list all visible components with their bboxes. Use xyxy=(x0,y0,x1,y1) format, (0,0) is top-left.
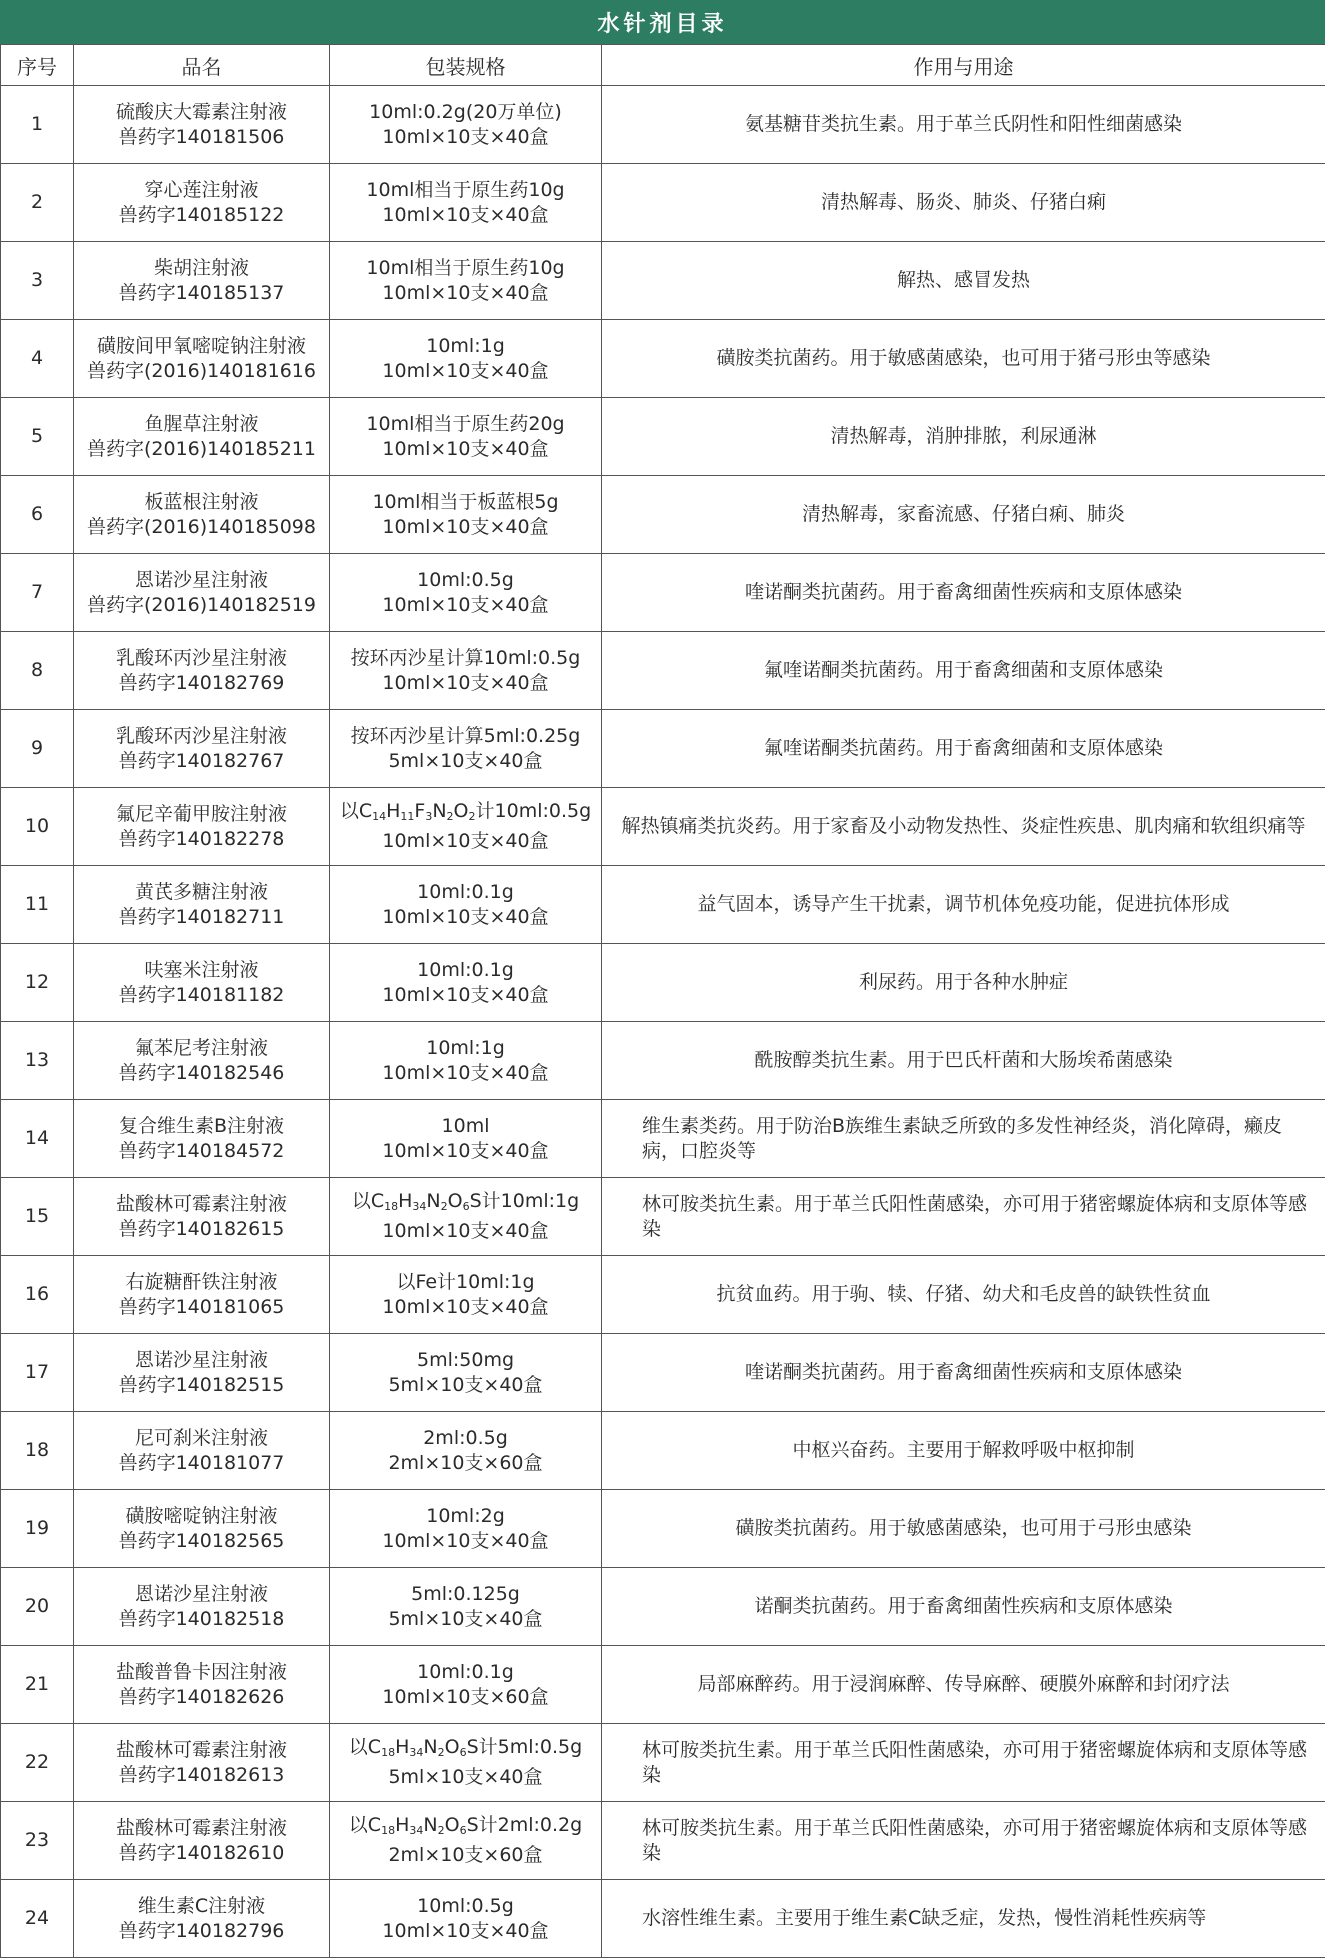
spec-line-1: 2ml:0.5g xyxy=(423,1426,508,1449)
cell-name xyxy=(74,1646,330,1724)
spec-line-2: 10ml×10支×40盒 xyxy=(382,593,549,616)
approval-code: 兽药字140182613 xyxy=(118,1763,285,1786)
cell-spec xyxy=(330,164,602,242)
cell-use: 喹诺酮类抗菌药。用于畜禽细菌性疾病和支原体感染 xyxy=(602,1334,1325,1412)
cell-use: 水溶性维生素。主要用于维生素C缺乏症，发热，慢性消耗性疾病等 xyxy=(602,1880,1325,1958)
spec-line-1: 以$C_{18}H_{34}N_2O_6S$计5ml:0.5g xyxy=(348,1736,583,1759)
table-row xyxy=(1,398,1325,476)
cell-name xyxy=(74,1100,330,1178)
spec-line-1: 10ml:1g xyxy=(426,334,505,357)
cell-spec xyxy=(330,788,602,866)
spec-line-2: 10ml×10支×40盒 xyxy=(382,905,549,928)
cell-use: 氨基糖苷类抗生素。用于革兰氏阴性和阳性细菌感染 xyxy=(602,86,1325,164)
cell-no: 7 xyxy=(1,554,74,632)
product-name: 盐酸普鲁卡因注射液 xyxy=(115,1660,287,1683)
product-name: 磺胺嘧啶钠注射液 xyxy=(125,1504,278,1527)
cell-no: 5 xyxy=(1,398,74,476)
table-row xyxy=(1,1256,1325,1334)
cell-use: 林可胺类抗生素。用于革兰氏阳性菌感染，亦可用于猪密螺旋体病和支原体等感染 xyxy=(602,1724,1325,1802)
cell-spec xyxy=(330,1022,602,1100)
spec-line-1: 以Fe计10ml:1g xyxy=(396,1270,535,1293)
cell-spec xyxy=(330,710,602,788)
cell-spec xyxy=(330,1568,602,1646)
spec-line-1: 10ml:0.5g xyxy=(417,568,514,591)
product-name: 右旋糖酐铁注射液 xyxy=(125,1270,278,1293)
cell-name xyxy=(74,632,330,710)
spec-line-1: 5ml:0.125g xyxy=(411,1582,520,1605)
cell-spec xyxy=(330,1100,602,1178)
table-row xyxy=(1,1724,1325,1802)
product-name: 盐酸林可霉素注射液 xyxy=(115,1738,287,1761)
spec-line-2: 5ml×10支×40盒 xyxy=(388,1607,543,1630)
cell-spec xyxy=(330,1802,602,1880)
cell-name xyxy=(74,1568,330,1646)
approval-code: 兽药字140185137 xyxy=(118,281,285,304)
table-row xyxy=(1,1022,1325,1100)
table-row xyxy=(1,632,1325,710)
spec-line-1: 按环丙沙星计算10ml:0.5g xyxy=(350,646,581,669)
approval-code: 兽药字140185122 xyxy=(118,203,285,226)
cell-no: 9 xyxy=(1,710,74,788)
spec-line-1: 10ml相当于板蓝根5g xyxy=(372,490,559,513)
spec-line-2: 5ml×10支×40盒 xyxy=(388,1766,543,1788)
cell-name xyxy=(74,1412,330,1490)
cell-use: 益气固本，诱导产生干扰素，调节机体免疫功能，促进抗体形成 xyxy=(602,866,1325,944)
product-name: 盐酸林可霉素注射液 xyxy=(115,1816,287,1839)
product-name: 呋塞米注射液 xyxy=(144,958,259,981)
approval-code: 兽药字(2016)140181616 xyxy=(87,359,316,382)
approval-code: 兽药字140182615 xyxy=(118,1217,285,1240)
cell-name xyxy=(74,242,330,320)
spec-line-1: 以$C_{18}H_{34}N_2O_6S$计2ml:0.2g xyxy=(348,1814,583,1837)
table-row xyxy=(1,164,1325,242)
spec-line-2: 5ml×10支×40盒 xyxy=(388,749,543,772)
spec-line-1: 10ml:0.2g(20万单位) xyxy=(369,100,562,123)
approval-code: 兽药字140182565 xyxy=(118,1529,285,1552)
cell-use: 氟喹诺酮类抗菌药。用于畜禽细菌和支原体感染 xyxy=(602,632,1325,710)
table-row xyxy=(1,710,1325,788)
product-name: 恩诺沙星注射液 xyxy=(134,568,268,591)
cell-use: 诺酮类抗菌药。用于畜禽细菌性疾病和支原体感染 xyxy=(602,1568,1325,1646)
cell-spec xyxy=(330,242,602,320)
approval-code: 兽药字140182610 xyxy=(118,1841,285,1864)
spec-line-2: 10ml×10支×40盒 xyxy=(382,983,549,1006)
cell-name xyxy=(74,1334,330,1412)
cell-no: 6 xyxy=(1,476,74,554)
table-row xyxy=(1,1100,1325,1178)
cell-name xyxy=(74,164,330,242)
catalog-title: 水针剂目录 xyxy=(0,0,1325,44)
cell-name xyxy=(74,476,330,554)
cell-no: 15 xyxy=(1,1178,74,1256)
spec-line-1: 10ml xyxy=(441,1114,490,1137)
table-row xyxy=(1,1646,1325,1724)
cell-no: 11 xyxy=(1,866,74,944)
cell-name xyxy=(74,1802,330,1880)
approval-code: 兽药字140184572 xyxy=(118,1139,285,1162)
cell-use: 磺胺类抗菌药。用于敏感菌感染，也可用于猪弓形虫等感染 xyxy=(602,320,1325,398)
cell-use: 磺胺类抗菌药。用于敏感菌感染，也可用于弓形虫感染 xyxy=(602,1490,1325,1568)
cell-no: 23 xyxy=(1,1802,74,1880)
cell-name xyxy=(74,1880,330,1958)
cell-no: 17 xyxy=(1,1334,74,1412)
product-name: 鱼腥草注射液 xyxy=(144,412,259,435)
cell-no: 22 xyxy=(1,1724,74,1802)
cell-use: 抗贫血药。用于驹、犊、仔猪、幼犬和毛皮兽的缺铁性贫血 xyxy=(602,1256,1325,1334)
spec-line-2: 10ml×10支×40盒 xyxy=(382,203,549,226)
cell-use: 清热解毒，消肿排脓，利尿通淋 xyxy=(602,398,1325,476)
cell-name xyxy=(74,1490,330,1568)
cell-no: 24 xyxy=(1,1880,74,1958)
cell-use: 清热解毒、肠炎、肺炎、仔猪白痢 xyxy=(602,164,1325,242)
product-table xyxy=(0,44,1325,1958)
spec-line-1: 10ml:2g xyxy=(426,1504,505,1527)
cell-no: 13 xyxy=(1,1022,74,1100)
header-no: 序号 xyxy=(1,45,74,86)
spec-line-1: 10ml:0.1g xyxy=(417,958,514,981)
spec-line-1: 以$C_{18}H_{34}N_2O_6S$计10ml:1g xyxy=(351,1190,580,1213)
product-name: 恩诺沙星注射液 xyxy=(134,1582,268,1605)
cell-spec xyxy=(330,1724,602,1802)
cell-use: 林可胺类抗生素。用于革兰氏阳性菌感染，亦可用于猪密螺旋体病和支原体等感染 xyxy=(602,1178,1325,1256)
table-row xyxy=(1,1880,1325,1958)
approval-code: 兽药字(2016)140182519 xyxy=(87,593,316,616)
table-row xyxy=(1,1412,1325,1490)
cell-no: 20 xyxy=(1,1568,74,1646)
product-name: 尼可刹米注射液 xyxy=(134,1426,268,1449)
spec-line-1: 10ml相当于原生药20g xyxy=(366,412,565,435)
approval-code: 兽药字140181065 xyxy=(118,1295,285,1318)
cell-use: 氟喹诺酮类抗菌药。用于畜禽细菌和支原体感染 xyxy=(602,710,1325,788)
cell-spec xyxy=(330,1646,602,1724)
cell-no: 3 xyxy=(1,242,74,320)
header-use: 作用与用途 xyxy=(602,45,1325,86)
cell-use: 中枢兴奋药。主要用于解救呼吸中枢抑制 xyxy=(602,1412,1325,1490)
cell-spec xyxy=(330,86,602,164)
approval-code: 兽药字140181077 xyxy=(118,1451,285,1474)
product-name: 氟苯尼考注射液 xyxy=(134,1036,268,1059)
cell-use: 酰胺醇类抗生素。用于巴氏杆菌和大肠埃希菌感染 xyxy=(602,1022,1325,1100)
approval-code: 兽药字140182626 xyxy=(118,1685,285,1708)
table-row xyxy=(1,242,1325,320)
spec-line-1: 10ml相当于原生药10g xyxy=(366,256,565,279)
spec-line-2: 2ml×10支×60盒 xyxy=(388,1451,543,1474)
table-row xyxy=(1,476,1325,554)
spec-line-2: 10ml×10支×40盒 xyxy=(382,671,549,694)
cell-no: 10 xyxy=(1,788,74,866)
product-name: 穿心莲注射液 xyxy=(144,178,259,201)
product-name: 维生素C注射液 xyxy=(137,1894,266,1917)
approval-code: 兽药字140182278 xyxy=(118,827,285,850)
spec-line-1: 按环丙沙星计算5ml:0.25g xyxy=(350,724,581,747)
product-name: 氟尼辛葡甲胺注射液 xyxy=(115,802,287,825)
product-name: 硫酸庆大霉素注射液 xyxy=(115,100,287,123)
approval-code: 兽药字140182515 xyxy=(118,1373,285,1396)
cell-no: 12 xyxy=(1,944,74,1022)
cell-name xyxy=(74,320,330,398)
cell-spec xyxy=(330,866,602,944)
cell-no: 16 xyxy=(1,1256,74,1334)
cell-no: 18 xyxy=(1,1412,74,1490)
cell-name xyxy=(74,1256,330,1334)
approval-code: 兽药字140181506 xyxy=(118,125,285,148)
spec-line-1: 以$C_{14}H_{11}F_3N_2O_2$计10ml:0.5g xyxy=(339,800,592,823)
spec-line-2: 10ml×10支×40盒 xyxy=(382,359,549,382)
approval-code: 兽药字140182767 xyxy=(118,749,285,772)
table-body xyxy=(1,86,1325,1958)
approval-code: 兽药字140182769 xyxy=(118,671,285,694)
spec-line-2: 10ml×10支×40盒 xyxy=(382,437,549,460)
cell-use: 清热解毒，家畜流感、仔猪白痢、肺炎 xyxy=(602,476,1325,554)
cell-no: 14 xyxy=(1,1100,74,1178)
spec-line-1: 5ml:50mg xyxy=(416,1348,515,1371)
product-name: 复合维生素B注射液 xyxy=(118,1114,285,1137)
spec-line-2: 5ml×10支×40盒 xyxy=(388,1373,543,1396)
product-name: 乳酸环丙沙星注射液 xyxy=(115,724,287,747)
cell-spec xyxy=(330,1178,602,1256)
cell-spec xyxy=(330,632,602,710)
table-header-row xyxy=(1,45,1325,86)
table-row xyxy=(1,788,1325,866)
approval-code: 兽药字(2016)140185098 xyxy=(87,515,316,538)
table-row xyxy=(1,86,1325,164)
cell-use: 解热镇痛类抗炎药。用于家畜及小动物发热性、炎症性疾患、肌肉痛和软组织痛等 xyxy=(602,788,1325,866)
spec-line-2: 10ml×10支×40盒 xyxy=(382,1139,549,1162)
spec-line-1: 10ml相当于原生药10g xyxy=(366,178,565,201)
table-row xyxy=(1,554,1325,632)
cell-spec xyxy=(330,1880,602,1958)
cell-no: 19 xyxy=(1,1490,74,1568)
cell-no: 21 xyxy=(1,1646,74,1724)
spec-line-2: 10ml×10支×40盒 xyxy=(382,1529,549,1552)
table-row xyxy=(1,944,1325,1022)
cell-no: 1 xyxy=(1,86,74,164)
table-row xyxy=(1,1490,1325,1568)
cell-name xyxy=(74,866,330,944)
spec-line-2: 10ml×10支×60盒 xyxy=(382,1685,549,1708)
spec-line-2: 2ml×10支×60盒 xyxy=(388,1844,543,1866)
product-name: 盐酸林可霉素注射液 xyxy=(115,1192,287,1215)
cell-use: 利尿药。用于各种水肿症 xyxy=(602,944,1325,1022)
product-name: 黄芪多糖注射液 xyxy=(134,880,268,903)
product-name: 柴胡注射液 xyxy=(153,256,249,279)
table-row xyxy=(1,320,1325,398)
cell-name xyxy=(74,86,330,164)
table-row xyxy=(1,1334,1325,1412)
spec-line-1: 10ml:0.1g xyxy=(417,1660,514,1683)
cell-name xyxy=(74,554,330,632)
cell-spec xyxy=(330,1334,602,1412)
approval-code: 兽药字(2016)140185211 xyxy=(87,437,316,460)
table-row xyxy=(1,1178,1325,1256)
approval-code: 兽药字140182711 xyxy=(118,905,285,928)
cell-name xyxy=(74,398,330,476)
cell-use: 解热、感冒发热 xyxy=(602,242,1325,320)
approval-code: 兽药字140182518 xyxy=(118,1607,285,1630)
cell-no: 4 xyxy=(1,320,74,398)
spec-line-2: 10ml×10支×40盒 xyxy=(382,125,549,148)
spec-line-2: 10ml×10支×40盒 xyxy=(382,1919,549,1942)
cell-spec xyxy=(330,554,602,632)
cell-use: 喹诺酮类抗菌药。用于畜禽细菌性疾病和支原体感染 xyxy=(602,554,1325,632)
product-name: 乳酸环丙沙星注射液 xyxy=(115,646,287,669)
cell-name xyxy=(74,788,330,866)
spec-line-2: 10ml×10支×40盒 xyxy=(382,1061,549,1084)
cell-spec xyxy=(330,320,602,398)
cell-use: 林可胺类抗生素。用于革兰氏阳性菌感染，亦可用于猪密螺旋体病和支原体等感染 xyxy=(602,1802,1325,1880)
cell-name xyxy=(74,710,330,788)
spec-line-1: 10ml:0.1g xyxy=(417,880,514,903)
cell-spec xyxy=(330,1256,602,1334)
spec-line-1: 10ml:1g xyxy=(426,1036,505,1059)
spec-line-2: 10ml×10支×40盒 xyxy=(382,281,549,304)
spec-line-2: 10ml×10支×40盒 xyxy=(382,830,549,852)
cell-use: 维生素类药。用于防治B族维生素缺乏所致的多发性神经炎，消化障碍，癞皮病，口腔炎等 xyxy=(602,1100,1325,1178)
spec-line-1: 10ml:0.5g xyxy=(417,1894,514,1917)
cell-no: 2 xyxy=(1,164,74,242)
cell-name xyxy=(74,1178,330,1256)
cell-spec xyxy=(330,1490,602,1568)
approval-code: 兽药字140182796 xyxy=(118,1919,285,1942)
header-name: 品名 xyxy=(74,45,330,86)
spec-line-2: 10ml×10支×40盒 xyxy=(382,515,549,538)
table-row xyxy=(1,1568,1325,1646)
cell-use: 局部麻醉药。用于浸润麻醉、传导麻醉、硬膜外麻醉和封闭疗法 xyxy=(602,1646,1325,1724)
cell-name xyxy=(74,944,330,1022)
cell-name xyxy=(74,1022,330,1100)
cell-name xyxy=(74,1724,330,1802)
product-name: 板蓝根注射液 xyxy=(144,490,259,513)
cell-spec xyxy=(330,476,602,554)
cell-no: 8 xyxy=(1,632,74,710)
table-row xyxy=(1,1802,1325,1880)
cell-spec xyxy=(330,1412,602,1490)
spec-line-2: 10ml×10支×40盒 xyxy=(382,1295,549,1318)
cell-spec xyxy=(330,398,602,476)
product-name: 磺胺间甲氧嘧啶钠注射液 xyxy=(96,334,306,357)
approval-code: 兽药字140181182 xyxy=(118,983,285,1006)
product-name: 恩诺沙星注射液 xyxy=(134,1348,268,1371)
cell-spec xyxy=(330,944,602,1022)
header-spec: 包装规格 xyxy=(330,45,602,86)
table-row xyxy=(1,866,1325,944)
approval-code: 兽药字140182546 xyxy=(118,1061,285,1084)
spec-line-2: 10ml×10支×40盒 xyxy=(382,1220,549,1242)
